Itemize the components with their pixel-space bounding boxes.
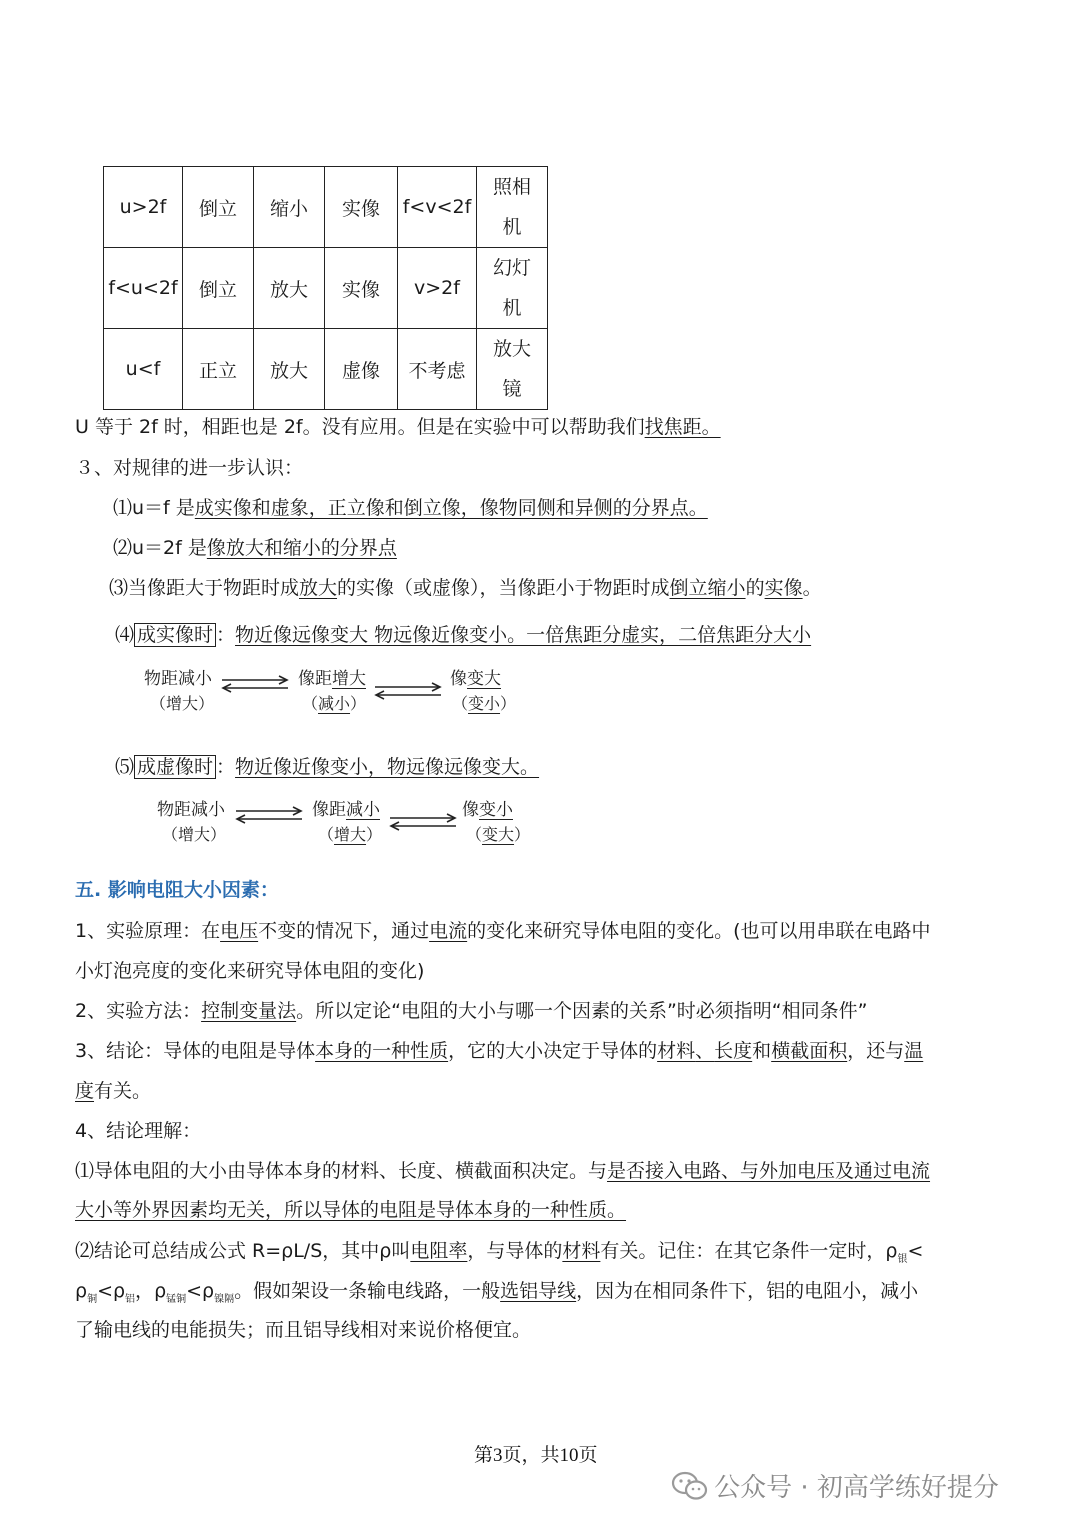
note-emph: 找焦距。	[644, 416, 721, 438]
section3-title: ３、对规律的进一步认识：	[75, 457, 304, 479]
para-emph: 本身的一种性质	[315, 1040, 449, 1062]
watermark-text: 公众号 · 初高学练好提分	[714, 1473, 999, 1503]
cell-text: 机	[502, 297, 522, 319]
para-emph: 度	[75, 1080, 95, 1102]
para-text: 有关。记住：在其它条件一定时，	[600, 1240, 886, 1262]
table-cell: 虚像	[325, 329, 398, 410]
diagram-emph: 变大	[467, 669, 501, 689]
table-cell: 放大	[254, 248, 325, 329]
diagram-sublabel: （增大）	[162, 825, 227, 844]
diagram-label: 物距减小	[157, 800, 225, 820]
section5-p8: 了输电线的电能损失；而且铝导线相对来说价格便宜。	[75, 1319, 532, 1341]
diagram-text: 像	[462, 800, 479, 820]
section5-p7	[75, 1278, 918, 1313]
section5-p6	[75, 1238, 923, 1273]
item-prefix: ⑴u＝f 是	[113, 497, 195, 519]
item-prefix: ⑸	[115, 756, 135, 778]
diagram-text: ）	[514, 825, 531, 844]
diagram-text: ）	[366, 825, 383, 844]
para-text: ，	[135, 1280, 155, 1302]
para-text: 。所以定论“电阻的大小与哪一个因素的关系”时必须指明“相同条件”	[296, 1000, 868, 1022]
section5-p2	[75, 998, 867, 1024]
para-emph: 是否接入电路、与外加电压及通过电流	[607, 1160, 931, 1182]
item-text: 。	[802, 577, 822, 599]
table-cell: u>2f	[104, 167, 183, 248]
cell-text: 放大	[492, 338, 531, 360]
diagram-text: （	[466, 825, 483, 844]
para-text: ，它的大小决定于导体的	[448, 1040, 658, 1062]
para-text: <	[97, 1280, 113, 1302]
table-cell: 放大	[254, 329, 325, 410]
para-text: 假如架设一条输电线路，一般	[253, 1280, 501, 1302]
subscript: 镍隔	[214, 1293, 235, 1305]
section5-p1b: 小灯泡亮度的变化来研究导体电阻的变化)	[75, 960, 425, 982]
table-cell: 实像	[325, 167, 398, 248]
diagram-emph: 减小	[318, 694, 351, 713]
section5-p3	[75, 1038, 923, 1064]
para-text: ，还与	[847, 1040, 905, 1062]
subscript: 银	[897, 1253, 908, 1265]
table-cell: f<v<2f	[398, 167, 477, 248]
cell-text: 幻灯	[492, 257, 531, 279]
diagram-emph: 变大	[482, 825, 515, 844]
table-cell: 倒立	[183, 167, 254, 248]
section5-p1	[75, 918, 931, 944]
diagram-emph: 变小	[468, 694, 501, 713]
section5-p5	[75, 1158, 930, 1184]
diagram-emph: 增大	[332, 669, 366, 689]
para-text: 2、实验方法：	[75, 1000, 202, 1022]
diagram-text: 像距	[298, 669, 332, 689]
diagram-text: ）	[500, 694, 517, 713]
item-text: ：	[216, 756, 236, 778]
subscript: 铜	[87, 1293, 98, 1305]
para-text: ，与导体的	[467, 1240, 563, 1262]
para-emph: 电压	[220, 920, 259, 942]
table-cell: 正立	[183, 329, 254, 410]
boxed-label: 成实像时	[134, 623, 216, 647]
rho-symbol: ρ	[885, 1240, 898, 1262]
diagram-text: 像	[450, 669, 467, 689]
item-text: 的实像（或虚像），当像距小于物距时成	[337, 577, 670, 599]
item-prefix: ⑵u＝2f 是	[113, 537, 207, 559]
para-emph: 长度	[714, 1040, 753, 1062]
diagram-sublabel: （增大）	[150, 694, 215, 713]
para-emph: 材料	[657, 1040, 696, 1062]
diagram-text: ）	[350, 694, 367, 713]
cell-text: 照相	[492, 176, 531, 198]
para-text: 3、结论：导体的电阻是导体	[75, 1040, 316, 1062]
table-cell: u<f	[104, 329, 183, 410]
rho-symbol: ρ	[112, 1280, 126, 1302]
para-text: ⑵结论可总结成公式 R=ρL/S，其中ρ叫	[75, 1240, 411, 1262]
table-cell: 缩小	[254, 167, 325, 248]
cell-text: 镜	[502, 378, 522, 400]
rho-symbol: ρ	[154, 1280, 167, 1302]
note-text: U 等于 2f 时，相距也是 2f。没有应用。但是在实验中可以帮助我们	[75, 416, 645, 438]
cell-text: 机	[502, 216, 522, 238]
page-number: 第3页，共10页	[474, 1445, 598, 1466]
para-text: 的变化来研究导体电阻的变化。(也可以用串联在电路中	[467, 920, 931, 942]
section5-p3b	[75, 1078, 151, 1104]
item-text: ⑶当像距大于物距时成	[109, 577, 300, 599]
para-text: ，因为在相同条件下，铝的电阻小，减小	[576, 1280, 919, 1302]
item-emph: 实像	[764, 577, 803, 599]
table-cell: 实像	[325, 248, 398, 329]
diagram-text: 像距	[312, 800, 346, 820]
diagram-text: （	[302, 694, 319, 713]
para-emph: 横截面积	[771, 1040, 848, 1062]
table-cell: 不考虑	[398, 329, 477, 410]
para-text: 不变的情况下，通过	[258, 920, 430, 942]
item-emph: 物近像远像变大 物远像近像变小。一倍焦距分虚实，二倍焦距分大小	[235, 624, 812, 646]
table-cell: f<u<2f	[104, 248, 183, 329]
item-prefix: ⑷	[115, 624, 135, 646]
para-emph: 温	[904, 1040, 924, 1062]
item-emph: 放大	[299, 577, 338, 599]
wechat-icon	[671, 1470, 709, 1502]
para-text: ⑴导体电阻的大小由导体本身的材料、长度、横截面积决定。与	[75, 1160, 608, 1182]
section5-p4: 4、结论理解：	[75, 1120, 202, 1142]
diagram-emph: 增大	[334, 825, 367, 844]
diagram-text: （	[452, 694, 469, 713]
para-text: 有关。	[94, 1080, 152, 1102]
item-emph: 倒立缩小	[669, 577, 746, 599]
diagram-emph: 减小	[346, 800, 380, 820]
para-text: <	[186, 1280, 203, 1302]
table-cell: 倒立	[183, 248, 254, 329]
para-emph: 选铝导线	[500, 1280, 577, 1302]
watermark	[671, 1467, 999, 1504]
item-text: 的	[745, 577, 765, 599]
item-text: ：	[216, 624, 236, 646]
para-text: 和	[752, 1040, 772, 1062]
subscript: 锰铜	[166, 1293, 187, 1305]
para-text: 1、实验原理：在	[75, 920, 221, 942]
section5-heading: 五. 影响电阻大小因素：	[75, 879, 279, 901]
rho-symbol: ρ	[75, 1280, 88, 1302]
section5-p5b: 大小等外界因素均无关，所以导体的电阻是导体本身的一种性质。	[75, 1199, 627, 1221]
item-emph: 物近像近像变小，物远像远像变大。	[235, 756, 540, 778]
diagram-text: （	[318, 825, 335, 844]
subscript: 铝	[125, 1293, 136, 1305]
para-emph: 控制变量法	[201, 1000, 297, 1022]
rho-symbol: ρ	[202, 1280, 215, 1302]
para-emph: 电流	[429, 920, 468, 942]
para-emph: 、	[695, 1040, 715, 1062]
para-emph: 电阻率	[410, 1240, 468, 1262]
para-text: 。	[234, 1280, 254, 1302]
diagram-label: 物距减小	[144, 669, 212, 689]
table-cell: v>2f	[398, 248, 477, 329]
item-emph: 成实像和虚象，正立像和倒立像，像物同侧和异侧的分界点。	[194, 497, 708, 519]
para-emph: 材料	[562, 1240, 601, 1262]
diagram-emph: 变小	[479, 800, 513, 820]
boxed-label: 成虚像时	[134, 755, 216, 779]
para-text: <	[907, 1240, 924, 1262]
item-emph: 像放大和缩小的分界点	[206, 537, 397, 559]
